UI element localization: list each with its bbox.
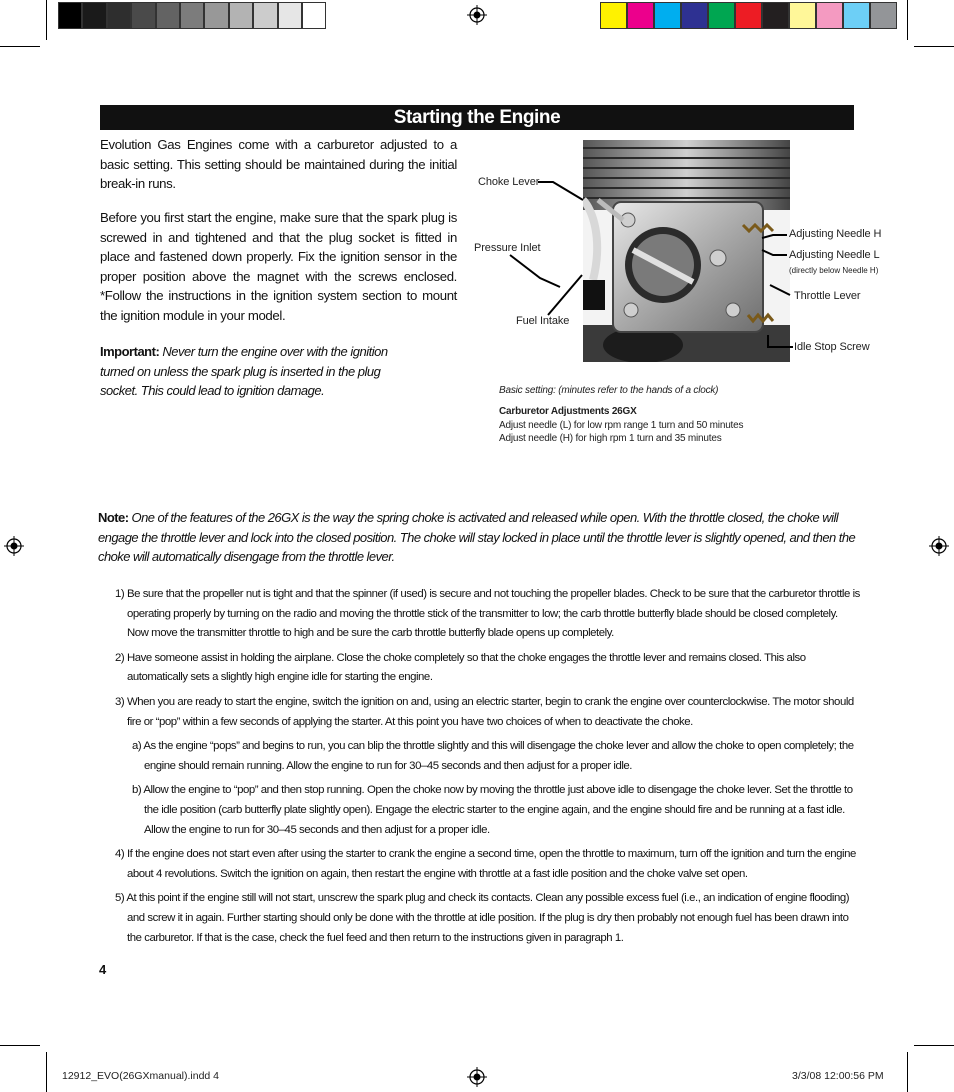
color-swatch: [789, 2, 816, 29]
slug-filename: 12912_EVO(26GXmanual).indd 4: [62, 1070, 220, 1082]
intro-paragraph: Evolution Gas Engines come with a carburetor adjusted to a basic setting. This setting should be maintained during the initial break-in runs.: [100, 137, 457, 191]
label-fuel-intake: Fuel Intake: [516, 315, 570, 327]
color-swatch: [681, 2, 708, 29]
color-swatch: [816, 2, 843, 29]
intro-paragraph: Before you first start the engine, make sure that the spark plug is screwed in and tightened and that the plug socket is fitted in place and fastened down properly. Fix the ignition sensor in the proper position above the magnet with the screws enclosed. *Follow the instructions in the ignition system section to mount the ignition module in your model.: [100, 210, 457, 323]
important-label: Important:: [100, 344, 160, 359]
important-text: Never turn the engine over with the ignition turned on unless the spark plug is inserted in the plug socket. This could lead to ignition damage.: [100, 344, 388, 398]
label-pressure-inlet: Pressure Inlet: [474, 242, 541, 254]
list-item: 5) At this point if the engine still will not start, unscrew the spark plug and check its contacts. Clean any possible excess fuel (i.e., an indication of engine flooding) and screw it in again. Further starting should only be done with the throttle at idle position. If the plug is dry then probably not enough fuel has been drawn into the carburetor. If that is the case, check the fuel feed and then return to the instructions given in paragraph 1.: [115, 892, 850, 944]
color-swatch: [600, 2, 627, 29]
label-needle-h: Adjusting Needle H: [789, 228, 882, 240]
list-item: 2) Have someone assist in holding the airplane. Close the choke completely so that the choke engages the throttle lever and remains closed. This also automatically sets a slightly high engine idle for starting the engine.: [115, 651, 806, 684]
section-title: Starting the Engine: [100, 105, 854, 130]
crop-mark: [46, 1052, 47, 1092]
gray-swatch: [278, 2, 302, 29]
note-paragraph: [98, 508, 858, 567]
list-item: 3) When you are ready to start the engine, switch the ignition on and, using an electric starter, begin to crank the engine over counterclockwise. The motor should fire or “pop” within a few seconds of applying the starter. At this point you have two choices of when to deactivate the choke.: [115, 695, 854, 728]
crop-mark: [907, 1052, 908, 1092]
color-swatch: [843, 2, 870, 29]
gray-swatch: [58, 2, 82, 29]
gray-swatch: [204, 2, 228, 29]
adjustments-title: Carburetor Adjustments 26GX: [499, 406, 637, 417]
label-needle-l-note: (directly below Needle H): [789, 266, 879, 275]
registration-mark-icon: [467, 1067, 487, 1087]
figure-caption: Basic setting: (minutes refer to the hands of a clock): [499, 385, 719, 396]
gray-swatch: [253, 2, 277, 29]
crop-mark: [907, 0, 908, 40]
registration-mark-icon: [4, 536, 24, 556]
color-swatch: [735, 2, 762, 29]
label-throttle-lever: Throttle Lever: [794, 290, 861, 302]
color-swatch: [708, 2, 735, 29]
color-swatch: [870, 2, 897, 29]
page-number: 4: [99, 962, 107, 977]
note-label: Note:: [98, 510, 129, 525]
gray-swatch: [107, 2, 131, 29]
crop-mark: [0, 1045, 40, 1046]
gray-swatch: [229, 2, 253, 29]
list-item: 4) If the engine does not start even after using the starter to crank the engine a second time, open the throttle to maximum, turn off the ignition and turn the engine about 4 revolutions. Switch the ignition on again, then restart the engine with throttle at a fast idle position and the choke valve set open.: [115, 848, 856, 880]
slug-timestamp: 3/3/08 12:00:56 PM: [792, 1070, 884, 1082]
list-item: 1) Be sure that the propeller nut is tight and that the spinner (if used) is secure and not touching the propeller blades. Check to be sure that the carburetor throttle is operating properly by turning on the radio and moving the throttle stick of the transmitter to low; the carb throttle butterfly blade should be closed completely. Now move the transmitter throttle to high and be sure the carb throttle butterfly blade opens up completely.: [115, 588, 860, 640]
gray-swatch: [156, 2, 180, 29]
callout-leader-lines: [470, 175, 800, 360]
label-choke-lever: Choke Lever: [478, 176, 540, 188]
color-swatch: [654, 2, 681, 29]
starting-steps-list: [115, 585, 860, 953]
registration-mark-icon: [929, 536, 949, 556]
gray-swatch: [302, 2, 326, 29]
crop-mark: [0, 46, 40, 47]
crop-mark: [46, 0, 47, 40]
adjustment-high: Adjust needle (H) for high rpm 1 turn and 35 minutes: [499, 433, 722, 444]
list-subitem: b) Allow the engine to “pop” and then stop running. Open the choke now by moving the throttle just above idle to disengage the choke lever. Set the throttle to the idle position (carb butterfly plate slightly open). Engage the electric starter to the engine again, and the engine should fire and be running at a fast idle. Allow the engine to run for 30–45 seconds and then adjust for a proper idle.: [132, 784, 853, 836]
registration-mark-icon: [467, 5, 487, 25]
color-swatch: [762, 2, 789, 29]
label-idle-stop-screw: Idle Stop Screw: [794, 341, 870, 353]
crop-mark: [914, 1045, 954, 1046]
gray-swatch: [180, 2, 204, 29]
list-subitem: a) As the engine “pops” and begins to run, you can blip the throttle slightly and this will disengage the choke lever and allow the choke to open completely; the engine should remain running. Allow the engine to run for 30–45 seconds and then adjust for a proper idle.: [132, 740, 854, 772]
label-needle-l: Adjusting Needle L: [789, 249, 880, 261]
note-text: One of the features of the 26GX is the way the spring choke is activated and released while open. With the throttle closed, the choke will engage the throttle lever and lock into the closed position. The choke will stay locked in place until the throttle lever is slightly opened, and then the choke will automatically disengage from the throttle lever.: [98, 510, 856, 564]
crop-mark: [914, 46, 954, 47]
important-warning: [100, 342, 410, 401]
gray-swatch: [82, 2, 106, 29]
adjustment-low: Adjust needle (L) for low rpm range 1 turn and 50 minutes: [499, 420, 744, 431]
color-swatch: [627, 2, 654, 29]
gray-swatch: [131, 2, 155, 29]
